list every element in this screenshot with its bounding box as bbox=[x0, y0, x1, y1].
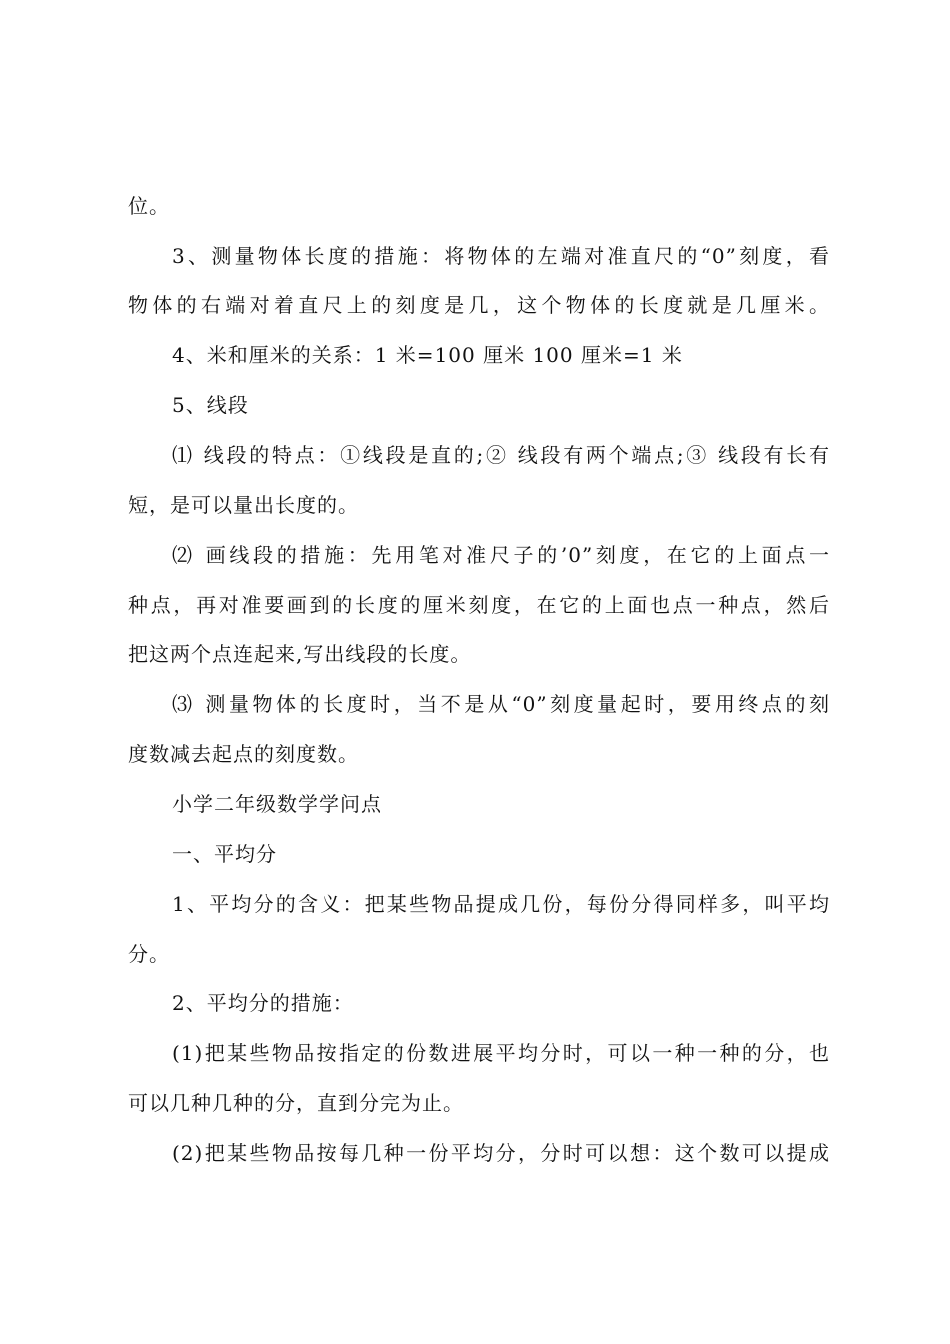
text-line-19: 可以几种几种的分，直到分完为止。 bbox=[128, 1091, 464, 1115]
text-line-15: 1、平均分的含义：把某些物品提成几份，每份分得同样多，叫平均 bbox=[172, 892, 830, 916]
text-line-1: 位。 bbox=[128, 194, 170, 218]
text-line-14: 一、平均分 bbox=[172, 842, 277, 866]
text-line-16: 分。 bbox=[128, 942, 170, 966]
text-line-11: ⑶ 测量物体的长度时，当不是从“0”刻度量起时，要用终点的刻 bbox=[172, 692, 830, 716]
text-line-7: 短，是可以量出长度的。 bbox=[128, 493, 359, 517]
text-line-4: 4、米和厘米的关系：1 米=100 厘米 100 厘米=1 米 bbox=[172, 343, 683, 367]
text-line-3: 物体的右端对着直尺上的刻度是几，这个物体的长度就是几厘米。 bbox=[128, 293, 830, 317]
text-line-13: 小学二年级数学学问点 bbox=[172, 792, 382, 816]
text-line-17: 2、平均分的措施： bbox=[172, 991, 354, 1015]
text-line-18: (1)把某些物品按指定的份数进展平均分时，可以一种一种的分，也 bbox=[172, 1041, 830, 1065]
text-line-20: (2)把某些物品按每几种一份平均分，分时可以想：这个数可以提成 bbox=[172, 1141, 830, 1165]
text-line-10: 把这两个点连起来,写出线段的长度。 bbox=[128, 642, 472, 666]
text-line-8: ⑵ 画线段的措施：先用笔对准尺子的’0”刻度，在它的上面点一 bbox=[172, 543, 830, 567]
text-line-5: 5、线段 bbox=[172, 393, 249, 417]
text-line-12: 度数减去起点的刻度数。 bbox=[128, 742, 359, 766]
text-line-6: ⑴ 线段的特点：①线段是直的;② 线段有两个端点;③ 线段有长有 bbox=[172, 443, 830, 467]
text-line-2: 3、测量物体长度的措施：将物体的左端对准直尺的“0”刻度，看 bbox=[172, 244, 830, 268]
text-line-9: 种点，再对准要画到的长度的厘米刻度，在它的上面也点一种点，然后 bbox=[128, 593, 830, 617]
